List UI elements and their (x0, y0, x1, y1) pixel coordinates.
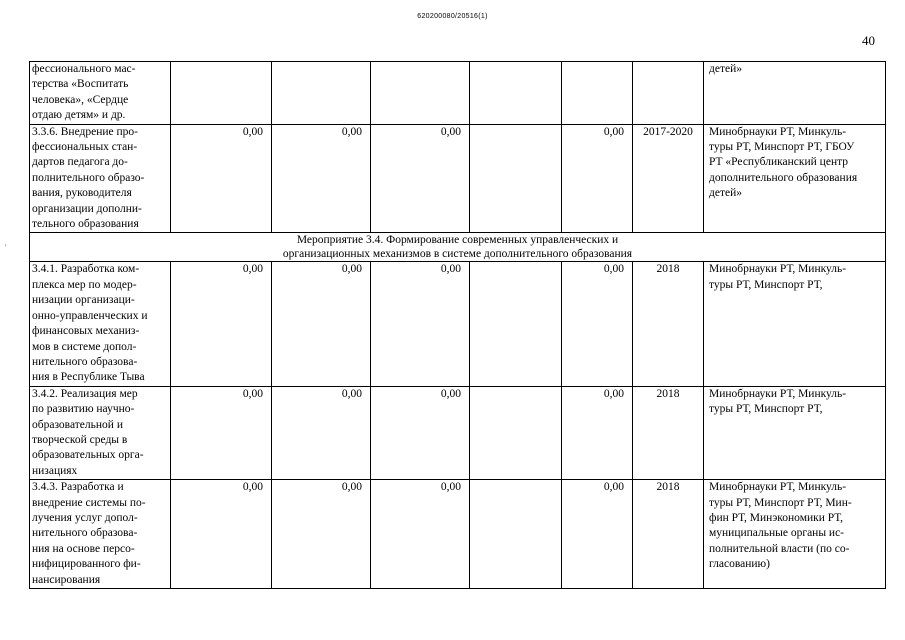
amount-cell-4 (470, 124, 562, 233)
activity-name-cell-line: 3.3.6. Внедрение про- (32, 125, 139, 138)
responsible-cell-line: Минобрнауки РТ, Минкуль- (709, 481, 847, 494)
amount-cell-1: 0,00 (171, 124, 272, 233)
amount-cell-1: 0,00 (171, 262, 272, 386)
amount-cell-3: 0,00 (371, 262, 470, 386)
activity-name-cell-line: творческой среды в (32, 433, 128, 446)
activity-name-cell-line: 3.4.3. Разработка и (32, 481, 124, 494)
amount-cell-2: 0,00 (272, 124, 371, 233)
activity-name-cell-line: 3.4.1. Разработка ком- (32, 263, 140, 276)
amount-cell-3: 0,00 (371, 124, 470, 233)
activity-name-cell-line: человека», «Сердце (32, 93, 129, 106)
margin-mark: ' (5, 243, 7, 252)
document-id: 620200080/20516(1) (417, 13, 488, 20)
activity-name-cell-line: мов в системе допол- (32, 340, 137, 353)
table-row (30, 386, 886, 479)
responsible-cell-line: фин РТ, Минэкономики РТ, (709, 511, 844, 524)
page-number: 40 (862, 33, 875, 48)
responsible-cell-line: Минобрнауки РТ, Минкуль- (709, 125, 847, 138)
activity-name-cell-line: организации дополни- (32, 202, 142, 215)
responsible-cell-line: гласованию) (709, 558, 770, 571)
amount-cell-5: 0,00 (562, 124, 633, 233)
activity-name-cell-line: нансирования (32, 573, 101, 586)
activity-name-cell-line: финансовых механиз- (32, 325, 140, 338)
responsible-cell-line: туры РТ, Минспорт РТ, Мин- (709, 496, 852, 509)
activity-name-cell-line: по развитию научно- (32, 403, 135, 416)
responsible-cell-line: РТ «Республиканский центр (709, 156, 849, 169)
activity-name-cell-line: образовательных орга- (32, 449, 144, 462)
table-row (30, 262, 886, 386)
amount-cell-5 (562, 62, 633, 125)
responsible-cell-line: муниципальные органы ис- (709, 527, 845, 540)
responsible-cell-line: туры РТ, Минспорт РТ, ГБОУ (709, 141, 855, 154)
program-activities-table (29, 61, 886, 589)
amount-cell-5: 0,00 (562, 386, 633, 479)
amount-cell-4 (470, 386, 562, 479)
amount-cell-3: 0,00 (371, 386, 470, 479)
amount-cell-2: 0,00 (272, 480, 371, 589)
amount-cell-2: 0,00 (272, 386, 371, 479)
responsible-cell-line: Минобрнауки РТ, Минкуль- (709, 387, 847, 400)
period-cell: 2018 (633, 386, 704, 479)
responsible-cell-line: детей» (709, 187, 742, 200)
activity-name-cell-line: ния на основе персо- (32, 542, 135, 555)
amount-cell-4 (470, 62, 562, 125)
section-title-line: Мероприятие 3.4. Формирование современных управленческих и (296, 234, 619, 247)
period-cell: 2017-2020 (633, 124, 704, 233)
responsible-cell-line: Минобрнауки РТ, Минкуль- (709, 263, 847, 276)
period-cell (633, 62, 704, 125)
activity-name-cell (30, 386, 171, 479)
activity-name-cell-line: отдаю детям» и др. (32, 109, 126, 122)
responsible-cell-line: туры РТ, Минспорт РТ, (709, 278, 823, 291)
activity-name-cell (30, 262, 171, 386)
activity-name-cell-line: лучения услуг допол- (32, 511, 138, 524)
responsible-cell-line: детей» (709, 63, 742, 75)
activity-name-cell-line: полнительного образо- (32, 171, 145, 184)
activity-name-cell-line: низации организаци- (32, 294, 135, 307)
amount-cell-1: 0,00 (171, 480, 272, 589)
amount-cell-5: 0,00 (562, 262, 633, 386)
amount-cell-1: 0,00 (171, 386, 272, 479)
activity-name-cell-line: нифицированного фи- (32, 558, 141, 571)
table-body (30, 62, 886, 589)
activity-name-cell-line: тельного образования (32, 218, 139, 231)
activity-name-cell-line: дартов педагога до- (32, 156, 128, 169)
activity-name-cell (30, 124, 171, 233)
activity-name-cell-line: образовательной и (32, 418, 123, 431)
table-row (30, 62, 886, 125)
activity-name-cell-line: фессиональных стан- (32, 141, 138, 154)
responsible-cell-line: дополнительного образования (709, 171, 858, 184)
activity-name-cell-line: терства «Воспитать (32, 78, 129, 91)
section-title (30, 233, 886, 262)
amount-cell-1 (171, 62, 272, 125)
amount-cell-5: 0,00 (562, 480, 633, 589)
section-header-row (30, 233, 886, 262)
activity-name-cell-line: внедрение системы по- (32, 496, 146, 509)
responsible-cell-line: полнительной власти (по со- (709, 542, 850, 555)
table-row (30, 124, 886, 233)
period-cell: 2018 (633, 262, 704, 386)
amount-cell-3: 0,00 (371, 480, 470, 589)
activity-name-cell-line: плекса мер по модер- (32, 278, 137, 291)
activity-name-cell-line: онно-управленческих и (32, 309, 148, 322)
amount-cell-4 (470, 480, 562, 589)
activity-name-cell (30, 480, 171, 589)
activity-name-cell-line: нительного образова- (32, 355, 138, 368)
amount-cell-2 (272, 62, 371, 125)
activity-name-cell-line: вания, руководителя (32, 187, 132, 200)
activity-name-cell-line: фессионального мас- (32, 63, 136, 75)
activity-name-cell (30, 62, 171, 125)
responsible-cell-line: туры РТ, Минспорт РТ, (709, 403, 823, 416)
responsible-cell (704, 124, 886, 233)
activity-name-cell-line: нительного образова- (32, 527, 138, 540)
responsible-cell (704, 386, 886, 479)
activity-name-cell-line: низациях (32, 464, 78, 477)
activity-name-cell-line: 3.4.2. Реализация мер (32, 387, 138, 400)
amount-cell-3 (371, 62, 470, 125)
section-title-line: организационных механизмов в системе дополнительного образования (282, 247, 633, 260)
amount-cell-4 (470, 262, 562, 386)
responsible-cell (704, 262, 886, 386)
responsible-cell (704, 62, 886, 125)
responsible-cell (704, 480, 886, 589)
table-row (30, 480, 886, 589)
period-cell: 2018 (633, 480, 704, 589)
activity-name-cell-line: ния в Республике Тыва (32, 371, 145, 384)
amount-cell-2: 0,00 (272, 262, 371, 386)
